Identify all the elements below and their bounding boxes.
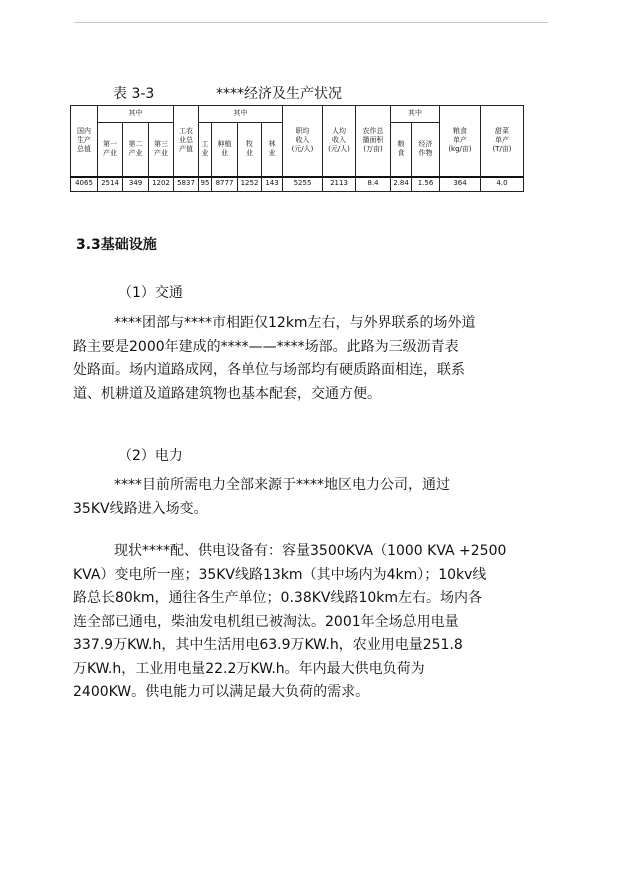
table-row	[71, 177, 524, 192]
cell-gdp: 4065	[71, 177, 98, 192]
text-line: 路总长80km，通往各生产单位；0.38KV线路10km左右。场内各	[73, 590, 483, 606]
cell-secondary: 349	[123, 177, 149, 192]
power-paragraph-2	[73, 540, 551, 705]
text-line: KVA）变电所一座；35KV线路13km（其中场内为4km）；10kv线	[73, 566, 487, 583]
col-tertiary: 第三 产业	[149, 123, 174, 177]
table-title: ****经济及生产状况	[216, 86, 342, 102]
col-per-capita-income: 人均 收入 (元/人)	[323, 106, 356, 177]
col-gdp: 国内 生产 总值	[71, 106, 98, 177]
col-primary: 第一 产业	[98, 123, 123, 177]
group-qizhong-2: 其中	[199, 106, 283, 123]
col-planting: 种植 业	[212, 123, 238, 177]
cell-grain-yield: 364	[440, 177, 481, 192]
col-agri-output: 工农 业总 产值	[174, 106, 199, 177]
cell-grain: 2.84	[391, 177, 412, 192]
cell-forestry: 143	[262, 177, 283, 192]
col-beet-yield: 甜菜 单产 (T/亩)	[481, 106, 524, 177]
cell-industry: 95	[199, 177, 212, 192]
cell-sown-area: 8.4	[356, 177, 391, 192]
cell-agri-output: 5837	[174, 177, 199, 192]
col-sown-area: 农作总 播面积 (万亩)	[356, 106, 391, 177]
text-line: 2400KW。供电能力可以满足最大负荷的需求。	[73, 684, 370, 700]
text-line: 路主要是2000年建成的****——****场部。此路为三级沥青表	[73, 338, 459, 355]
power-paragraph-1	[73, 474, 551, 521]
group-qizhong-3: 其中	[391, 106, 440, 123]
text-line: 现状****配、供电设备有：容量3500KVA（1000 KVA +2500	[114, 543, 507, 559]
text-line: 道、机耕道及道路建筑物也基本配套，交通方便。	[73, 385, 381, 402]
group-qizhong-1: 其中	[98, 106, 174, 123]
section-heading: 3.3基础设施	[76, 237, 157, 253]
cell-primary: 2514	[98, 177, 123, 192]
economy-table	[70, 105, 524, 192]
item-power-title: （2）电力	[118, 448, 183, 464]
header-rule	[74, 22, 548, 23]
cell-cash-crop: 1.56	[412, 177, 440, 192]
text-line: 处路面。场内道路成网，各单位与场部均有硬质路面相连，联系	[73, 362, 465, 378]
cell-tertiary: 1202	[149, 177, 174, 192]
col-cash-crop: 经济 作物	[412, 123, 440, 177]
col-industry: 工 业	[199, 123, 212, 177]
transport-paragraph	[73, 312, 551, 406]
cell-husbandry: 1252	[238, 177, 262, 192]
text-line: ****团部与****市相距仅12km左右，与外界联系的场外道	[114, 315, 476, 331]
text-line: 万KW.h，工业用电量22.2万KW.h。年内最大供电负荷为	[73, 660, 425, 677]
col-forestry: 林 业	[262, 123, 283, 177]
col-grain-yield: 粮食 单产 (kg/亩)	[440, 106, 481, 177]
text-line: 35KV线路进入场变。	[73, 500, 208, 517]
col-husbandry: 牧 业	[238, 123, 262, 177]
text-line: 337.9万KW.h，其中生活用电63.9万KW.h，农业用电量251.8	[73, 637, 463, 653]
text-line: 连全部已通电，柴油发电机组已被淘汰。2001年全场总用电量	[73, 613, 459, 630]
col-worker-income: 职均 收入 (元/人)	[283, 106, 323, 177]
table-number: 表 3-3	[113, 86, 155, 102]
table-caption	[0, 83, 621, 101]
text-line: ****目前所需电力全部来源于****地区电力公司，通过	[114, 477, 450, 493]
item-transport-title: （1）交通	[118, 285, 183, 301]
cell-per-capita-income: 2113	[323, 177, 356, 192]
cell-beet-yield: 4.0	[481, 177, 524, 192]
cell-planting: 8777	[212, 177, 238, 192]
col-secondary: 第二 产业	[123, 123, 149, 177]
cell-worker-income: 5255	[283, 177, 323, 192]
col-grain: 粮 食	[391, 123, 412, 177]
